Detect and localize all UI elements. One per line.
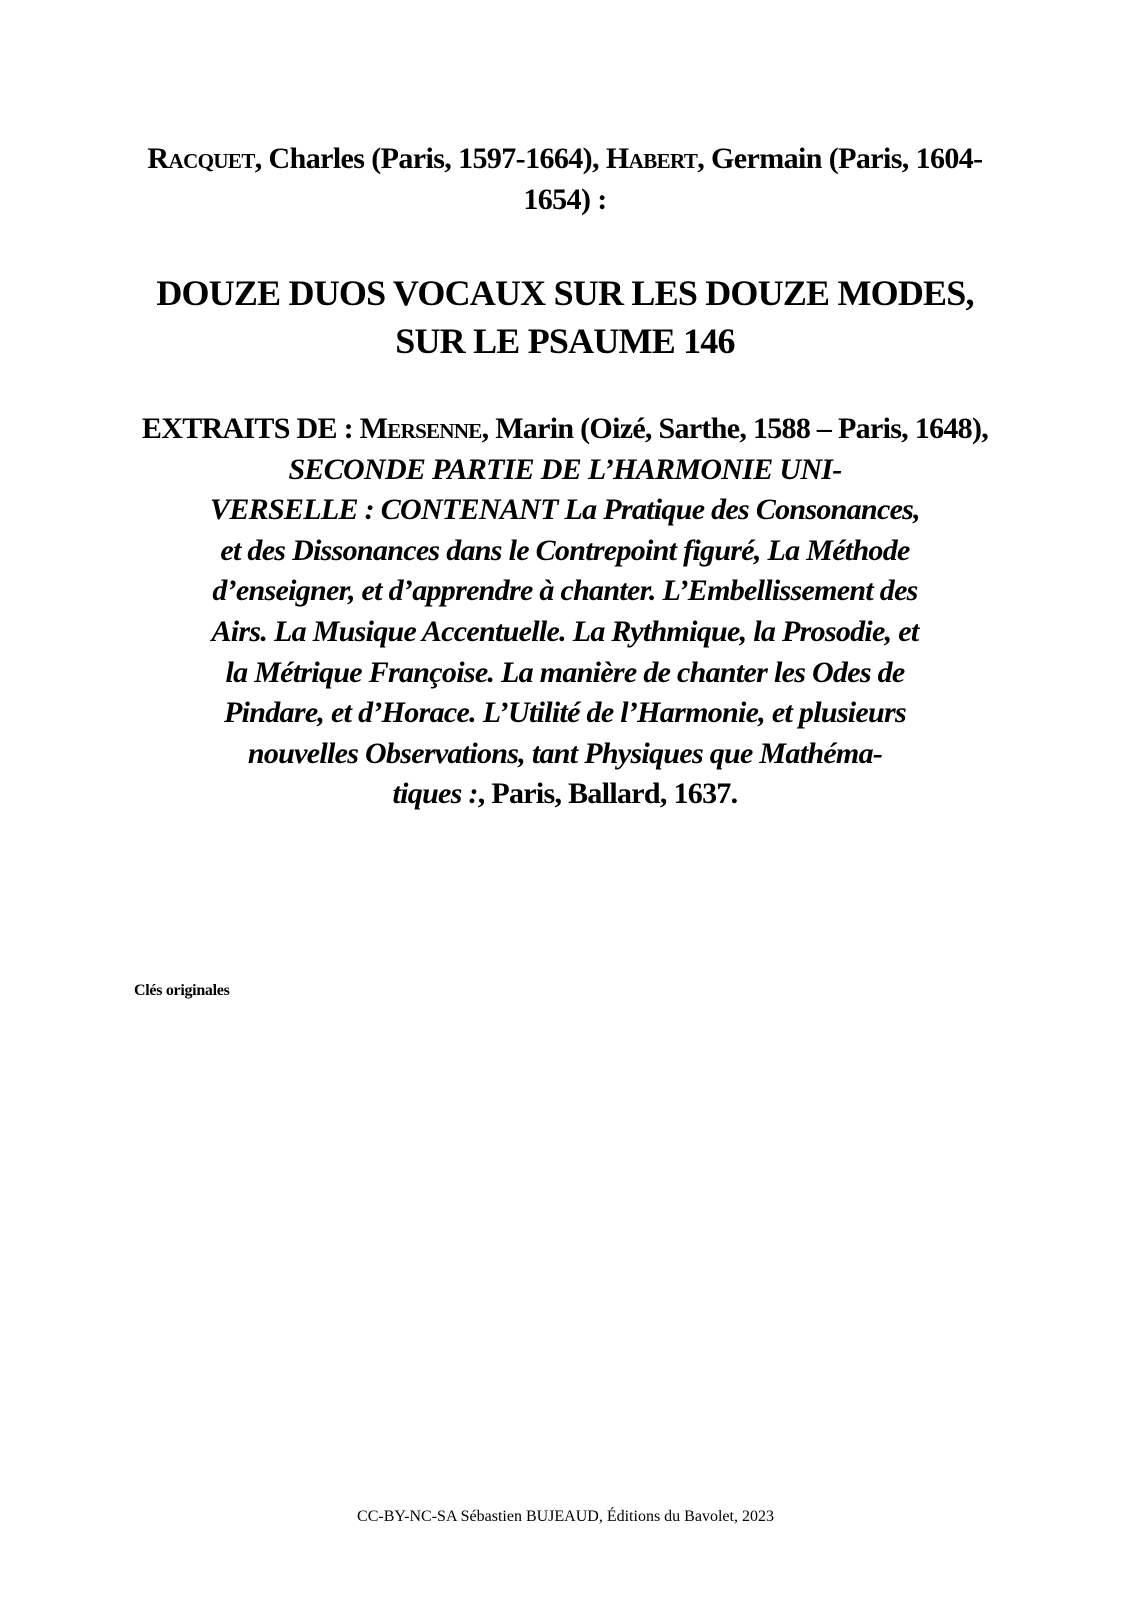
- author-habert: Habert: [605, 142, 698, 175]
- author-mersenne: Mersenne: [359, 412, 482, 445]
- imprint: , Paris, Ballard, 1637.: [477, 777, 738, 811]
- authors-heading: [130, 138, 1000, 220]
- book-title: SECONDE PARTIE DE L’HARMONIE UNI- VERSELLE : CONTENANT La Pratique des Consonances, et des Dissonances dans le Contrepoint figuré, La Méthode d’enseigner, et d’apprendre à chanter. L’Embellissement des Airs. La Musique Accentuelle. La Rythmique, la Prosodie, et la Métrique Françoise. La manière de chanter les Odes de Pindare, et d’Horace. L’Utilité de l’Harmonie, et plusieurs nouvelles Observations, tant Physiques que Mathéma- tiques :: [210, 452, 920, 811]
- extract-prefix: EXTRAITS DE :: [141, 412, 360, 445]
- author-racquet: Racquet: [147, 142, 255, 175]
- license-footer: CC-BY-NC-SA Sébastien BUJEAUD, Éditions du Bavolet, 2023: [357, 1508, 774, 1525]
- author-racquet-details: , Charles (Paris, 1597-1664),: [254, 142, 606, 175]
- source-citation: [130, 409, 1000, 815]
- author-mersenne-details: , Marin (Oizé, Sarthe, 1588 – Paris, 1648),: [481, 412, 989, 445]
- clefs-note: Clés originales: [134, 982, 230, 999]
- author-habert-details: , Germain (Paris, 1604-1654) :: [523, 142, 983, 216]
- work-title: DOUZE DUOS VOCAUX SUR LES DOUZE MODES, SUR LE PSAUME 146: [156, 273, 974, 361]
